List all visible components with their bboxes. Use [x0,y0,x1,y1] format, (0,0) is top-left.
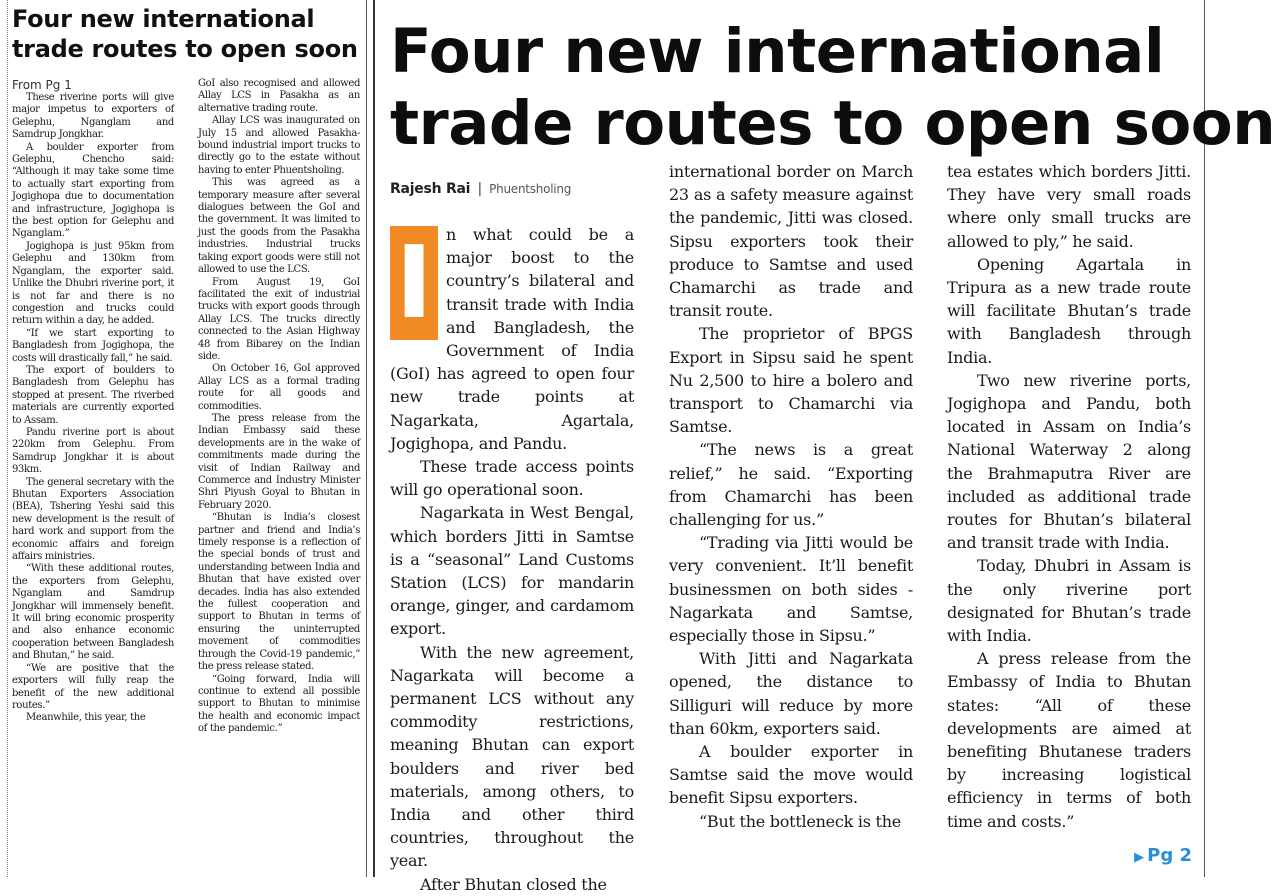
column-divider [366,0,367,877]
continued-article [12,4,360,874]
paragraph: Jogighopa is just 95km from Gelephu and 130km from Nganglam, the exporter said. Unlike the Dhubri riverine port, it is not far and there is no congestion and trucks could return within a day, he added. [12,240,174,327]
paragraph: Allay LCS was inaugurated on July 15 and allowed Pasakha-bound industrial import trucks to directly go to the estate without having to enter Phuentsholing. [198,115,360,176]
paragraph: “We are positive that the exporters will fully reap the benefit of the new additional routes.” [12,662,174,711]
main-column-3 [947,160,1191,830]
continued-article-headline [12,4,360,64]
paragraph: tea estates which borders Jitti. They have very small roads where only small trucks are allowed to ply,” he said. [947,162,1191,251]
main-article-columns [390,162,1194,894]
byline [390,180,634,198]
drop-cap: I [390,226,438,340]
paragraph: A press release from the Embassy of India to Bhutan states: “All of these developments are aimed at benefiting Bhutanese traders by increasing logistical efficiency in terms of both time and costs.” [947,649,1191,831]
paragraph: “Bhutan is India’s closest partner and friend and India’s timely response is a reflection of the special bonds of trust and understanding between India and Bhutan that have existed over decades. India has also extended the fullest cooperation and support to Bhutan in terms of ensuring the uninterrupted movement of commodities through the Covid-19 pandemic,” the press release stated. [198,512,360,673]
page-margin-guide [7,0,8,877]
from-page-label: From Pg 1 [12,78,72,92]
lead-paragraph-text: n what could be a major boost to the country’s bilateral and transit trade with India and Bangladesh, the Government of India (GoI) has agreed to open four new trade points at Nagarkata, Agartala, Jogighopa, and Pandu. [390,225,634,453]
paragraph: With Jitti and Nagarkata opened, the distance to Silliguri will reduce by more than 60km, exporters said. [669,649,913,738]
paragraph: international border on March 23 as a safety measure against the pandemic, Jitti was closed. Sipsu exporters took their produce to Samtse and used Chamarchi as trade and transit route. [669,162,913,321]
paragraph: “The news is a great relief,” he said. “Exporting from Chamarchi has been challenging for us.” [669,440,913,530]
paragraph: GoI also recognised and allowed Allay LCS in Pasakha as an alternative trading route. [198,78,360,114]
paragraph: “Trading via Jitti would be very convenient. It’ll benefit businessmen on both sides - Nagarkata and Samtse, especially those in Sipsu.” [669,533,913,646]
paragraph: From August 19, GoI facilitated the exit of industrial trucks with export goods through Allay LCS. The trucks directly connected to the Asian Highway 48 from Bibarey on the Indian side. [198,276,360,362]
paragraph: This was agreed as a temporary measure after several dialogues between the GoI and the government. It was limited to just the goods from the Pasakha industries. Industrial trucks taking export goods were still not allowed to use the LCS. [198,177,360,276]
play-arrow-icon: ▶ [1134,850,1145,865]
paragraph: Two new riverine ports, Jogighopa and Pandu, both located in Assam on India’s National Waterway 2 along the Brahmaputra River are included as additional trade routes for Bhutan’s bilateral and transit trade with India. [947,370,1191,553]
paragraph: A boulder exporter in Samtse said the move would benefit Sipsu exporters. [669,742,913,808]
paragraph: The proprietor of BPGS Export in Sipsu said he spent Nu 2,500 to hire a bolero and transport to Chamarchi via Samtse. [669,324,913,437]
paragraph: The general secretary with the Bhutan Exporters Association (BEA), Tshering Yeshi said this new development is the result of hard work and support from the economic affairs and foreign affairs ministries. [12,476,174,563]
lead-paragraph [390,223,634,455]
continued-headline-line-1: Four new international [12,5,315,33]
continued-column-1 [12,78,174,736]
main-column-2 [669,160,913,856]
main-article [390,16,1275,894]
continued-on-page-label: Pg 2 [1147,845,1192,866]
paragraph: “Going forward, India will continue to extend all possible support to Bhutan to minimise the health and economic impact of the pandemic.” [198,673,360,735]
continued-column-2 [198,78,360,736]
continued-article-columns [12,78,360,736]
column-divider [373,0,375,877]
continued-on-page-link[interactable] [1134,845,1192,866]
byline-author: Rajesh Rai [390,181,471,197]
main-headline-line-1: Four new international [390,16,1165,87]
byline-dateline: Phuentsholing [489,182,572,196]
main-column-1 [390,180,634,894]
paragraph: Nagarkata in West Bengal, which borders Jitti in Samtse is a “seasonal” Land Customs Station (LCS) for mandarin orange, ginger, and cardamom export. [390,503,634,639]
paragraph: These trade access points will go operational soon. [390,457,634,500]
byline-separator: | [477,181,482,197]
paragraph: “With these additional routes, the exporters from Gelephu, Nganglam and Samdrup Jongkhar will immensely benefit. It will bring economic prosperity and also enhance economic cooperation between Bangladesh and Bhutan,” he said. [12,563,174,662]
paragraph: Meanwhile, this year, the [26,712,146,724]
continued-headline-line-2: trade routes to open soon [12,35,358,63]
paragraph: The press release from the Indian Embassy said these developments are in the wake of commitments made during the visit of Indian Railway and Commerce and Industry Minister Shri Piyush Goyal to Bhutan in February 2020. [198,412,360,511]
paragraph: Pandu riverine port is about 220km from Gelephu. From Samdrup Jongkhar it is about 93km. [12,426,174,476]
paragraph: With the new agreement, Nagarkata will become a permanent LCS without any commodity restrictions, meaning Bhutan can export boulders and river bed materials, among others, to India and other third countries, throughout the year. [390,642,634,871]
main-headline-line-2: trade routes to open soon [390,88,1275,159]
paragraph: These riverine ports will give major impetus to exporters of Gelephu, Nganglam and Samdrup Jongkhar. [12,92,174,141]
paragraph: Opening Agartala in Tripura as a new trade route will facilitate Bhutan’s trade with Bangladesh through India. [947,254,1191,367]
paragraph: The export of boulders to Bangladesh from Gelephu has stopped at present. The riverbed materials are currently exported to Assam. [12,364,174,426]
main-headline [390,16,1275,160]
paragraph: A boulder exporter from Gelephu, Chencho said: “Although it may take some time to actually start exporting from Jogighopa due to documentation and infrastructure, Jogighopa is the best option for Gelephu and Nganglam.” [12,141,174,240]
paragraph: “If we start exporting to Bangladesh from Jogighopa, the costs will drastically fall,” he said. [12,327,174,364]
paragraph: On October 16, GoI approved Allay LCS as a formal trading route for all goods and commodities. [198,363,360,412]
paragraph: Today, Dhubri in Assam is the only riverine port designated for Bhutan’s trade with India. [947,556,1191,646]
paragraph: After Bhutan closed the [420,874,607,894]
paragraph: “But the bottleneck is the [699,811,901,831]
